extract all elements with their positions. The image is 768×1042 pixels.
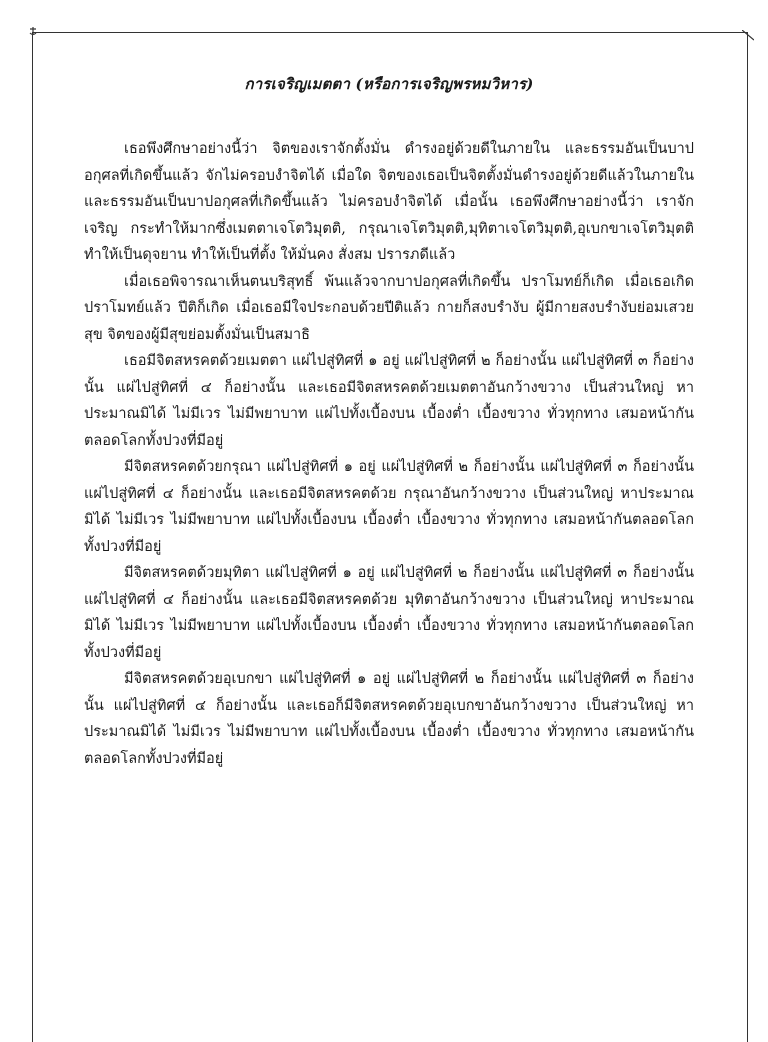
document-title: การเจริญเมตตา (หรือการเจริญพรหมวิหาร) (244, 75, 534, 93)
paragraph: เธอพึงศึกษาอย่างนี้ว่า จิตของเราจักตั้งมั่น ดำรงอยู่ด้วยดีในภายใน และธรรมอันเป็นบาปอกุศลที่เกิดขึ้นแล้ว จักไม่ครอบงำจิตได้ เมื่อใด จิตของเธอเป็นจิตตั้งมั่นดำรงอยู่ด้วยดีแล้วในภายใน และธรรมอันเป็นบาปอกุศลที่เกิดขึ้นแล้ว ไม่ครอบงำจิตได้ เมื่อนั้น เธอพึงศึกษาอย่างนี้ว่า เราจักเจริญ กระทำให้มากซึ่งเมตตาเจโตวิมุตติ, กรุณาเจโตวิมุตติ,มุทิตาเจโตวิมุตติ,อุเบกขาเจโตวิมุตติ ทำให้เป็นดุจยาน ทำให้เป็นที่ตั้ง ให้มั่นคง สั่งสม ปรารภดีแล้ว (84, 141, 694, 263)
page-corner-fold-icon (742, 30, 754, 42)
paragraph: มีจิตสหรคตด้วยอุเบกขา แผ่ไปสู่ทิศที่ ๑ อยู่ แผ่ไปสู่ทิศที่ ๒ ก็อย่างนั้น แผ่ไปสู่ทิศที่ ๓ ก็อย่างนั้น แผ่ไปสู่ทิศที่ ๔ ก็อย่างนั้น และเธอก็มีจิตสหรคตด้วยอุเบกขาอันกว้างขวาง เป็นส่วนใหญ่ หาประมาณมิได้ ไม่มีเวร ไม่มีพยาบาท แผ่ไปทั้งเบื้องบน เบื้องต่ำ เบื้องขวาง ทั่วทุกทาง เสมอหน้ากันตลอดโลกทั้งปวงที่มีอยู่ (84, 671, 694, 767)
document-body (84, 72, 694, 772)
paragraph: มีจิตสหรคตด้วยกรุณา แผ่ไปสู่ทิศที่ ๑ อยู่ แผ่ไปสู่ทิศที่ ๒ ก็อย่างนั้น แผ่ไปสู่ทิศที่ ๓ ก็อย่างนั้น แผ่ไปสู่ทิศที่ ๔ ก็อย่างนั้น และเธอมีจิตสหรคตด้วย กรุณาอันกว้างขวาง เป็นส่วนใหญ่ หาประมาณมิได้ ไม่มีเวร ไม่มีพยาบาท แผ่ไปทั้งเบื้องบน เบื้องต่ำ เบื้องขวาง ทั่วทุกทาง เสมอหน้ากันตลอดโลกทั้งปวงที่มีอยู่ (84, 459, 694, 555)
anchor-icon (28, 26, 38, 36)
paragraph: เธอมีจิตสหรคตด้วยเมตตา แผ่ไปสู่ทิศที่ ๑ อยู่ แผ่ไปสู่ทิศที่ ๒ ก็อย่างนั้น แผ่ไปสู่ทิศที่ ๓ ก็อย่างนั้น แผ่ไปสู่ทิศที่ ๔ ก็อย่างนั้น และเธอมีจิตสหรคตด้วยเมตตาอันกว้างขวาง เป็นส่วนใหญ่ หาประมาณมิได้ ไม่มีเวร ไม่มีพยาบาท แผ่ไปทั้งเบื้องบน เบื้องต่ำ เบื้องขวาง ทั่วทุกทาง เสมอหน้ากันตลอดโลกทั้งปวงที่มีอยู่ (84, 353, 694, 449)
paragraph: เมื่อเธอพิจารณาเห็นตนบริสุทธิ์ พ้นแล้วจากบาปอกุศลที่เกิดขึ้น ปราโมทย์ก็เกิด เมื่อเธอเกิดปราโมทย์แล้ว ปีติก็เกิด เมื่อเธอมีใจประกอบด้วยปีติแล้ว กายก็สงบรำงับ ผู้มีกายสงบรำงับย่อมเสวยสุข จิตของผู้มีสุขย่อมตั้งมั่นเป็นสมาธิ (84, 273, 694, 343)
paragraph: มีจิตสหรคตด้วยมุทิตา แผ่ไปสู่ทิศที่ ๑ อยู่ แผ่ไปสู่ทิศที่ ๒ ก็อย่างนั้น แผ่ไปสู่ทิศที่ ๓ ก็อย่างนั้น แผ่ไปสู่ทิศที่ ๔ ก็อย่างนั้น และเธอมีจิตสหรคตด้วย มุทิตาอันกว้างขวาง เป็นส่วนใหญ่ หาประมาณมิได้ ไม่มีเวร ไม่มีพยาบาท แผ่ไปทั้งเบื้องบน เบื้องต่ำ เบื้องขวาง ทั่วทุกทาง เสมอหน้ากันตลอดโลกทั้งปวงที่มีอยู่ (84, 565, 694, 661)
